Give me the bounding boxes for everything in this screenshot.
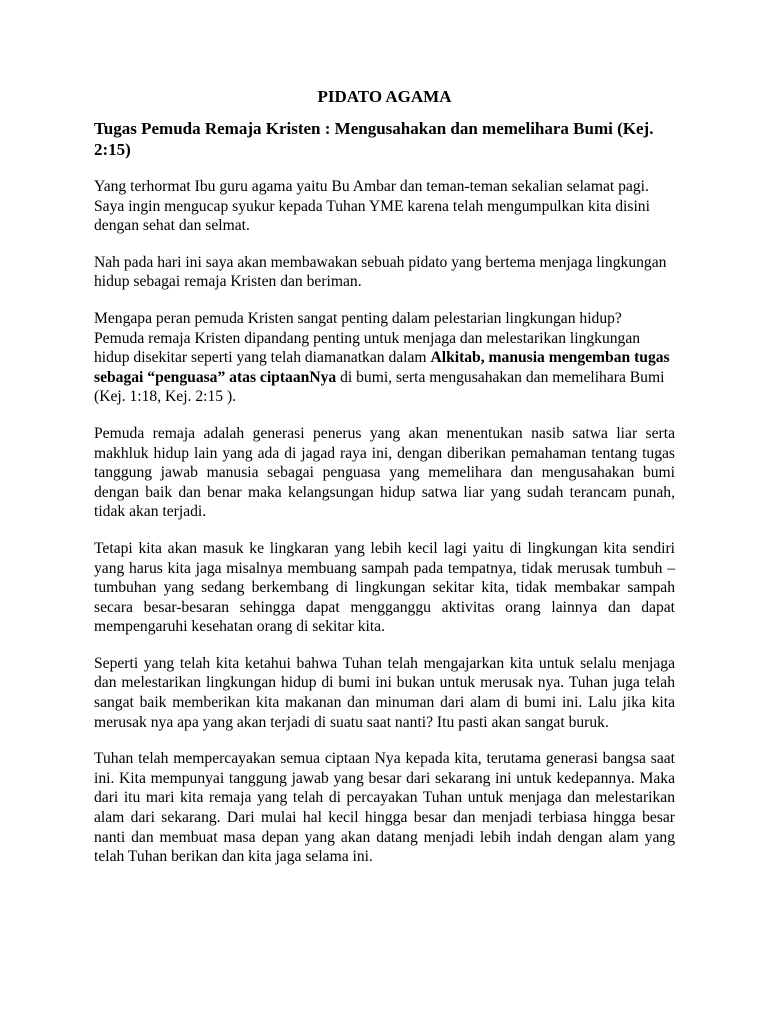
paragraph-youth: Pemuda remaja adalah generasi penerus yang akan menentukan nasib satwa liar serta makhluk hidup lain yang ada di jagad raya ini, dengan diberikan pemahaman tentang tugas tanggung jawab manusia sebagai penguasa yang memelihara dan mengusahakan bumi dengan baik dan benar maka kelangsungan hidup satwa liar yang sudah terancam punah, tidak akan terjadi. xyxy=(94,424,675,521)
document-subtitle: Tugas Pemuda Remaja Kristen : Mengusahakan dan memelihara Bumi (Kej. 2:15) xyxy=(94,119,654,159)
paragraph-role-text-1: Mengapa peran pemuda Kristen sangat penting dalam pelestarian lingkungan hidup? Pemuda remaja Kristen dipandang penting untuk menjaga dan melestarikan lingkungan hidup disekitar seperti yang telah diamanatkan dalam xyxy=(94,309,641,367)
paragraph-role-bold-text: Alkitab, manusia mengemban tugas sebagai “penguasa” atas ciptaanNya xyxy=(94,349,670,386)
paragraph-god-teaching: Seperti yang telah kita ketahui bahwa Tuhan telah mengajarkan kita untuk selalu menjaga dan melestarikan lingkungan hidup di bumi ini bukan untuk merusak nya. Tuhan juga telah sangat baik memberikan kita makanan dan minuman dari alam di bumi ini. Lalu jika kita merusak nya apa yang akan terjadi di suatu saat nanti? Itu pasti akan sangat buruk. xyxy=(94,654,675,731)
paragraph-role xyxy=(94,309,675,407)
paragraph-closing: Tuhan telah mempercayakan semua ciptaan Nya kepada kita, terutama generasi bangsa saat ini. Kita mempunyai tanggung jawab yang besar dari sekarang ini untuk kedepannya. Maka dari itu mari kita remaja yang telah di percayakan Tuhan untuk menjaga dan melestarikan alam dari sekarang. Dari mulai hal kecil hingga besar dan menjadi terbiasa hingga besar nanti dan membuat masa depan yang akan datang menjadi lebih indah dengan alam yang telah Tuhan berikan dan kita jaga selama ini. xyxy=(94,750,675,866)
document-title: PIDATO AGAMA xyxy=(317,87,452,106)
paragraph-role-text-2: di bumi, serta mengusahakan dan memelihara Bumi (Kej. 1:18, Kej. 2:15 ). xyxy=(94,368,665,406)
paragraph-environment: Tetapi kita akan masuk ke lingkaran yang lebih kecil lagi yaitu di lingkungan kita sendiri yang harus kita jaga misalnya membuang sampah pada tempatnya, tidak merusak tumbuh – tumbuhan yang sedang berkembang di lingkungan sekitar kita, tidak membakar sampah secara besar-besaran sehingga dapat mengganggu aktivitas orang lainnya dan dapat mempengaruhi kesehatan orang di sekitar kita. xyxy=(94,539,675,636)
paragraph-greeting: Yang terhormat Ibu guru agama yaitu Bu Ambar dan teman-teman sekalian selamat pagi. Saya ingin mengucap syukur kepada Tuhan YME karena telah mengumpulkan kita disini dengan sehat dan selmat. xyxy=(94,178,650,235)
document-page xyxy=(94,86,675,884)
paragraph-intro: Nah pada hari ini saya akan membawakan sebuah pidato yang bertema menjaga lingkungan hidup sebagai remaja Kristen dan beriman. xyxy=(94,253,667,291)
